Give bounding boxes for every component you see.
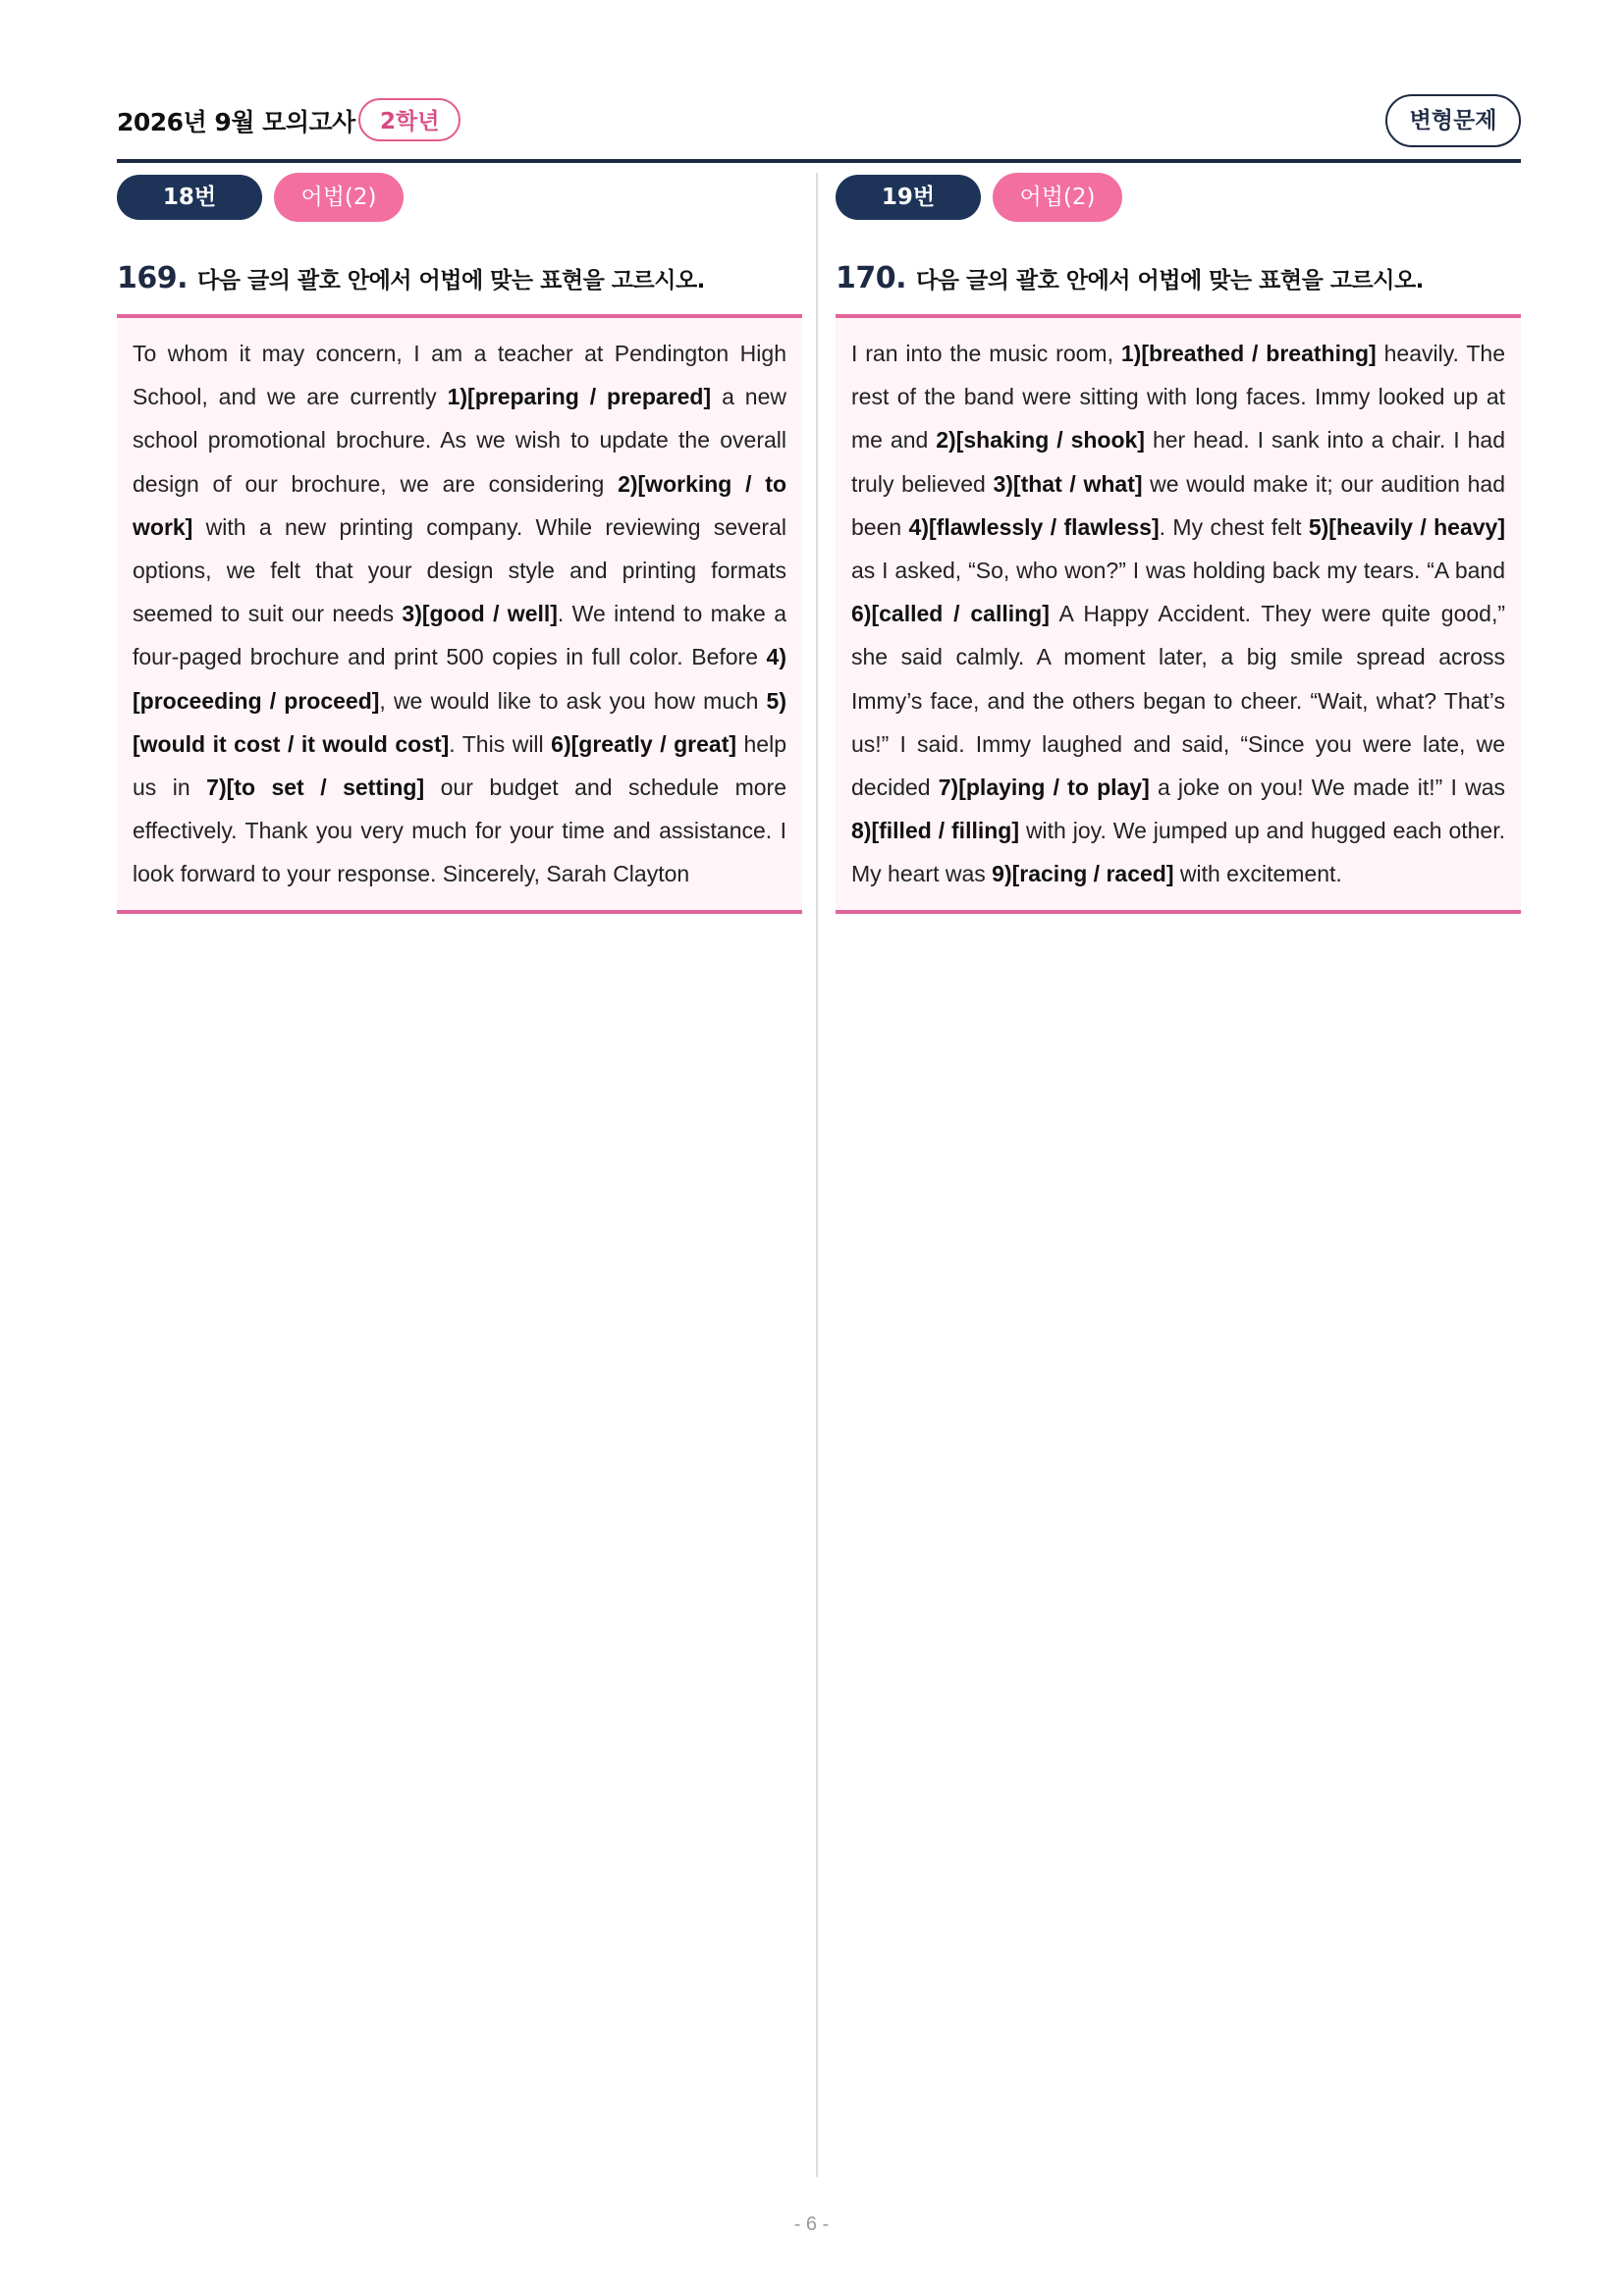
passage-text: , we would like to ask you how much — [379, 687, 767, 714]
choice-bracket: 6)[called / calling] — [851, 601, 1050, 627]
choice-bracket: 2)[shaking / shook] — [936, 427, 1145, 454]
choice-bracket: 4)[proceeding / proceed] — [133, 644, 786, 714]
passage-text: . My chest felt — [1159, 513, 1309, 540]
choice-bracket: 4)[flawlessly / flawless] — [908, 513, 1160, 540]
passage-text: with excitement. — [1173, 861, 1342, 887]
question-number-tag: 19번 — [836, 175, 981, 220]
choice-bracket: 6)[greatly / great] — [551, 730, 737, 757]
exam-title: 2026년 9월 모의고사 — [117, 108, 355, 136]
passage-text: with a new printing company. While reviewing several options, we felt that your design style and printing formats seemed to suit our needs — [133, 513, 786, 627]
question-number-tag: 18번 — [117, 175, 262, 220]
passage-text: To whom it may concern, I am a teacher at Pendington High School, and we are currently — [133, 341, 786, 410]
passage-text: her head. I sank into a chair. I had truly believed — [851, 427, 1505, 497]
question-column-left — [117, 173, 802, 914]
question-instruction: 다음 글의 괄호 안에서 어법에 맞는 표현을 고르시오. — [916, 268, 1424, 294]
page-number: - 6 - — [793, 2214, 830, 2235]
choice-bracket: 8)[filled / filling] — [851, 818, 1020, 844]
question-type-tag: 어법(2) — [993, 173, 1122, 222]
question-number: 170. — [836, 261, 907, 295]
passage-text: a joke on you! We made it!” I was — [1149, 774, 1505, 801]
passage-text: a new school promotional brochure. As we wish to update the overall design of our brochure, we are considering — [133, 384, 786, 497]
passage-text: . We intend to make a four-paged brochure and print 500 copies in full color. Before — [133, 601, 786, 670]
question-passage — [836, 318, 1521, 914]
choice-bracket: 7)[to set / setting] — [206, 774, 425, 801]
choice-bracket: 9)[racing / raced] — [992, 861, 1174, 887]
passage-text: I ran into the music room, — [851, 341, 1121, 366]
choice-bracket: 1)[preparing / prepared] — [447, 384, 712, 410]
question-heading — [836, 261, 1521, 318]
question-instruction: 다음 글의 괄호 안에서 어법에 맞는 표현을 고르시오. — [197, 268, 705, 294]
choice-bracket: 3)[good / well] — [402, 601, 558, 627]
passage-text: our budget and schedule more effectively. Thank you very much for your time and assistance. I look forward to your response. Sincerely, Sarah Clayton — [133, 774, 787, 887]
choice-bracket: 5)[would it cost / it would cost] — [133, 687, 786, 757]
passage-text: with joy. We jumped up and hugged each other. My heart was — [851, 818, 1505, 887]
variant-badge: 변형문제 — [1385, 94, 1521, 147]
choice-bracket: 5)[heavily / heavy] — [1308, 513, 1505, 540]
choice-bracket: 1)[breathed / breathing] — [1120, 341, 1377, 366]
question-type-tag: 어법(2) — [274, 173, 404, 222]
passage-text: . This will — [449, 730, 552, 757]
choice-bracket: 7)[playing / to play] — [938, 774, 1150, 801]
choice-bracket: 2)[working / to work] — [133, 470, 786, 540]
passage-text: as I asked, “So, who won?” I was holding back my tears. “A band — [851, 558, 1505, 584]
passage-text: help us in — [133, 730, 787, 801]
question-heading — [117, 261, 802, 318]
question-number: 169. — [117, 261, 189, 295]
question-tags — [836, 173, 1521, 222]
passage-text: heavily. The rest of the band were sitting with long faces. Immy looked up at me and — [851, 341, 1506, 454]
passage-text: we would make it; our audition had been — [851, 470, 1505, 540]
column-divider — [816, 173, 818, 2177]
choice-bracket: 3)[that / what] — [993, 470, 1143, 497]
question-column-right — [836, 173, 1521, 914]
passage-text: A Happy Accident. They were quite good,” she said calmly. A moment later, a big smile spread across Immy’s face, and the others began to cheer. “Wait, what? That’s us!” I said. Immy laughed and said, “Since you were late, we decided — [851, 601, 1506, 801]
question-passage — [117, 318, 802, 914]
page-header — [117, 94, 1521, 163]
grade-badge: 2학년 — [358, 98, 460, 141]
question-tags — [117, 173, 802, 222]
